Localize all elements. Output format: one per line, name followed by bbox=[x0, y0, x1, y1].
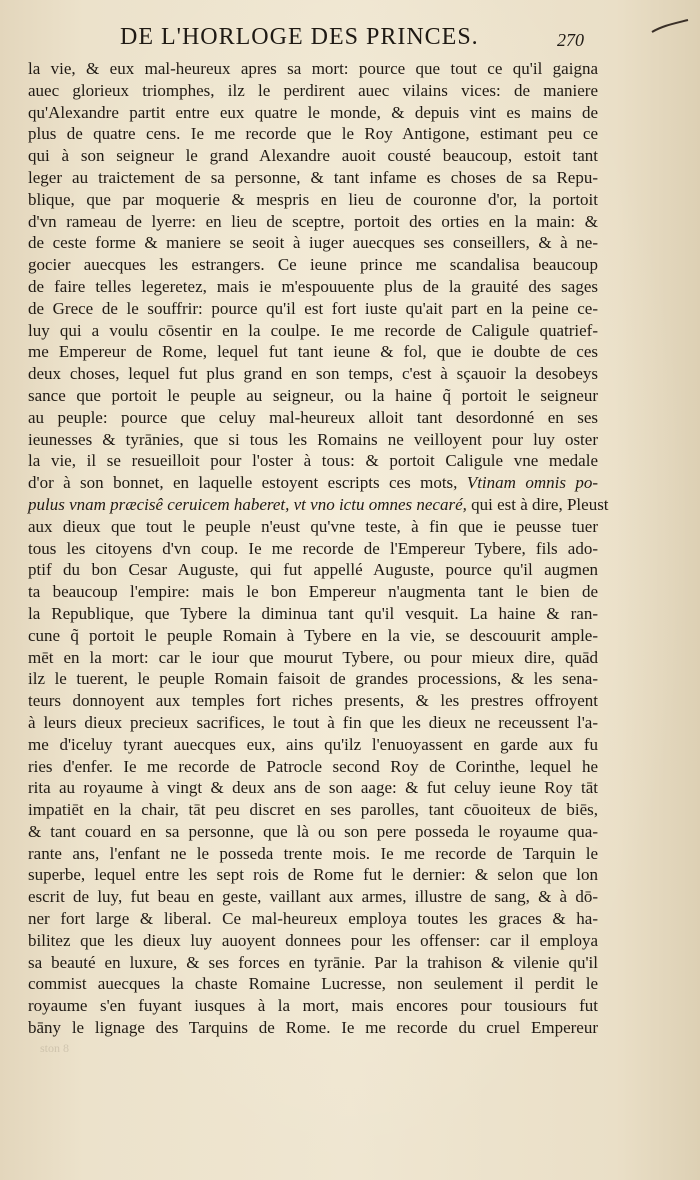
text-line: leger au traictement de sa personne, & tant infame es choses de sa Repu- bbox=[28, 167, 598, 187]
text-line: de ceste forme & maniere se seoit à iuger auecques ses conseillers, & à ne- bbox=[28, 233, 598, 253]
text-line: teurs donnoyent aux temples fort riches presents, & les prestres offroyent bbox=[28, 691, 598, 711]
text-line: mēt en la mort: car le iour que mourut Tybere, ou pour mieux dire, quād bbox=[28, 647, 598, 667]
text-line: tous les citoyens d'vn coup. Ie me recorde de l'Empereur Tybere, fils ado- bbox=[28, 538, 598, 558]
text-line: superbe, lequel entre les sept rois de Rome fut le dernier: & selon que lon bbox=[28, 865, 598, 885]
latin-quote: Vtinam omnis po- bbox=[466, 473, 599, 493]
text-line: luy qui a voulu cōsentir en la coulpe. Ie me recorde de Caligule quatrief- bbox=[28, 320, 598, 340]
text-line: de faire telles legeretez, mais ie m'espouuente plus de la grauité des sages bbox=[28, 276, 598, 296]
text-line: me Empereur de Rome, lequel fut tant ieune & fol, que ie doubte de ces bbox=[28, 342, 598, 362]
text-line: royaume s'en fuyant iusques à la mort, mais encores pour tousiours fut bbox=[28, 996, 598, 1016]
text-line: commist auecques la chaste Romaine Lucresse, non seulement il perdit le bbox=[28, 974, 598, 994]
bleed-through-mark-icon bbox=[40, 1040, 110, 1054]
latin-quote: pulus vnam præcisê ceruicem haberet, vt vno ictu omnes necaré, bbox=[28, 494, 472, 514]
text-line: auec glorieux triomphes, ilz le perdirent auec vilains vices: de maniere bbox=[28, 80, 598, 100]
text-line: qu'Alexandre partit entre eux quatre le monde, & depuis vint es mains de bbox=[28, 102, 598, 122]
text-line: rita au royaume à vingt & deux ans de son aage: & fut celuy ieune Roy tāt bbox=[28, 778, 598, 798]
text-line: la vie, il se resueilloit pour l'oster à tous: & portoit Caligule vne medale bbox=[28, 451, 598, 471]
text-line: cune q̃ portoit le peuple Romain à Tybere en la vie, se descouurit ample- bbox=[28, 625, 598, 645]
text-line: ta beaucoup l'empire: mais le bon Empereur n'augmenta tant le bien de bbox=[28, 582, 598, 602]
text-line: à leurs dieux precieux sacrifices, le tout à fin que les dieux ne receussent l'a- bbox=[28, 712, 598, 732]
text-line: sance que portoit le peuple au seigneur, ou la haine q̃ portoit le seigneur bbox=[28, 385, 598, 405]
text-line: aux dieux que tout le peuple n'eust qu'vne teste, à fin que ie peusse tuer bbox=[28, 516, 598, 536]
text-line: la Republique, que Tybere la diminua tant qu'il vesquit. La haine & ran- bbox=[28, 603, 598, 623]
ink-mark-icon bbox=[650, 18, 690, 36]
text-line: impatiēt en la chair, tāt peu discret en ses parolles, tant cōuoiteux de biēs, bbox=[28, 800, 598, 820]
text-line: ner fort large & liberal. Ce mal-heureux employa toutes les graces & ha- bbox=[28, 909, 598, 929]
text-line: escrit de luy, fut beau en geste, vaillant aux armes, illustre de sang, & à dō- bbox=[28, 887, 598, 907]
text-line bbox=[28, 494, 609, 516]
text-line: bilitez que les dieux luy auoyent donnees pour les offenser: car il employa bbox=[28, 930, 598, 950]
text-line: de Grece de le souffrir: pource qu'il est fort iuste qu'ait part en la peine ce- bbox=[28, 298, 598, 318]
text-line: gocier auecques les estrangers. Ce ieune prince me scandalisa beaucoup bbox=[28, 255, 598, 275]
svg-text:ston 8: ston 8 bbox=[40, 1041, 70, 1054]
text-line: & tant couard en sa personne, que là ou son pere posseda le royaume qua- bbox=[28, 821, 598, 841]
text-line: deux choses, lequel fut plus grand en son temps, c'est à sçauoir la desobeys bbox=[28, 364, 598, 384]
text-line: au peuple: pource que celuy mal-heureux alloit tant desordonné en ses bbox=[28, 407, 598, 427]
text-line-roman: d'or à son bonnet, en laquelle estoyent escripts ces mots, bbox=[28, 473, 467, 493]
text-line bbox=[28, 472, 598, 494]
text-line: plus de quatre cens. Ie me recorde que le Roy Antigone, estimant peu ce bbox=[28, 124, 598, 144]
text-line: bāny le lignage des Tarquins de Rome. Ie me recorde du cruel Empereur bbox=[28, 1018, 598, 1038]
text-line: rante ans, l'enfant ne le posseda trente mois. Ie me recorde de Tarquin le bbox=[28, 843, 598, 863]
text-line: d'vn rameau de lyerre: en lieu de sceptre, portoit des orties en la main: & bbox=[28, 211, 598, 231]
text-line: ieunesses & tyrānies, que si tous les Romains ne veilloyent pour luy oster bbox=[28, 429, 598, 449]
text-line: me d'iceluy tyrant auecques eux, ains qu'ilz l'enuoyassent en garde aux fu bbox=[28, 734, 598, 754]
text-line: ilz le tuerent, le peuple Romain faisoit de grandes processions, & les sena- bbox=[28, 669, 598, 689]
body-text bbox=[28, 58, 609, 1039]
text-line: ptif du bon Cesar Auguste, qui fut appellé Auguste, pource qu'il augmen bbox=[28, 560, 598, 580]
text-line: sa beauté en luxure, & ses forces en tyrānie. Par la trahison & vilenie qu'il bbox=[28, 952, 598, 972]
text-line: blique, que par moquerie & mespris en lieu de couronne d'or, la portoit bbox=[28, 189, 598, 209]
text-line: la vie, & eux mal-heureux apres sa mort: pource que tout ce qu'il gaigna bbox=[28, 59, 598, 78]
text-line: qui à son seigneur le grand Alexandre auoit cousté beaucoup, estoit tant bbox=[28, 146, 598, 166]
text-line-roman: qui est à dire, Pleust bbox=[471, 494, 609, 514]
page-number: 270 bbox=[557, 30, 584, 50]
text-line: ries d'enfer. Ie me recorde de Patrocle second Roy de Corinthe, lequel he bbox=[28, 756, 598, 776]
running-title: DE L'HORLOGE DES PRINCES. bbox=[120, 24, 479, 50]
